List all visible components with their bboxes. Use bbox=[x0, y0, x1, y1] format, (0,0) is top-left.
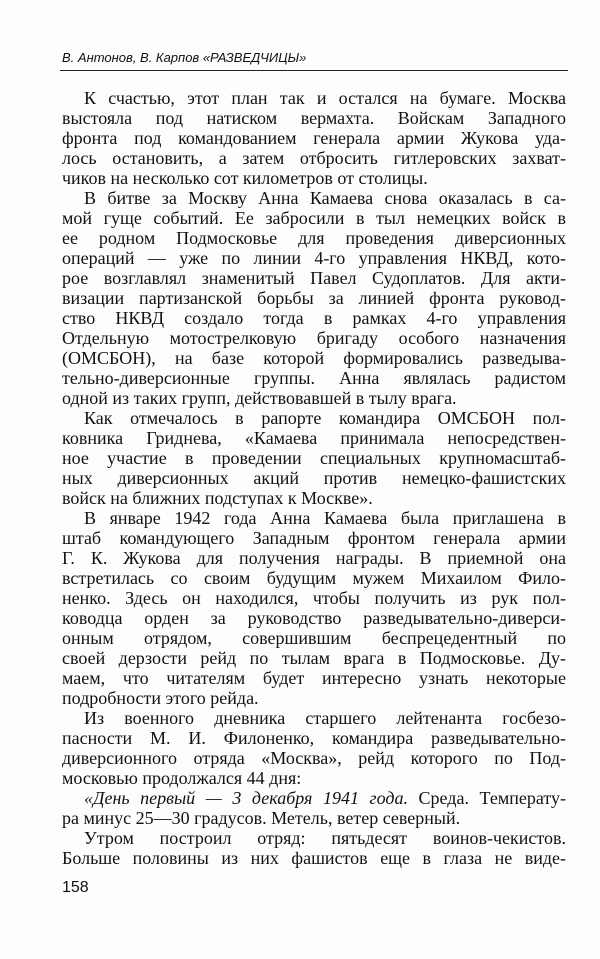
line-text: штаб командующего Западным фронтом генерала армии bbox=[62, 528, 566, 548]
line-text: ство НКВД создало тогда в рамках 4-го управления bbox=[62, 308, 566, 328]
line-text: визации партизанской борьбы за линией фронта руковод- bbox=[62, 288, 566, 308]
text-line bbox=[62, 88, 566, 108]
text-line bbox=[62, 188, 566, 208]
text-line bbox=[62, 168, 566, 188]
line-text: (ОМСБОН), на базе которой формировались разведыва- bbox=[62, 348, 566, 368]
line-text: встретилась со своим будущим мужем Михаилом Фило- bbox=[62, 568, 566, 588]
text-line bbox=[62, 488, 566, 508]
line-text: ра минус 25—30 градусов. Метель, ветер северный. bbox=[62, 808, 461, 828]
line-text: ее родном Подмосковье для проведения диверсионных bbox=[62, 228, 566, 248]
text-line bbox=[62, 388, 566, 408]
text-line bbox=[62, 368, 566, 388]
line-text: онным отрядом, совершившим беспрецедентный по bbox=[62, 628, 566, 648]
line-text: пасности М. И. Филоненко, командира разведывательно- bbox=[62, 728, 566, 748]
text-line bbox=[62, 288, 566, 308]
text-line bbox=[62, 728, 566, 748]
text-line bbox=[62, 408, 566, 428]
line-text: ное участие в проведении специальных крупномасштаб- bbox=[62, 448, 566, 468]
text-line bbox=[62, 208, 566, 228]
line-text: одной из таких групп, действовавшей в тылу врага. bbox=[62, 388, 457, 408]
line-text: ководца орден за руководство разведывательно-диверси- bbox=[62, 608, 566, 628]
line-text: мой гуще событий. Ее забросили в тыл немецких войск в bbox=[62, 208, 566, 228]
text-line bbox=[62, 588, 566, 608]
text-line bbox=[62, 648, 566, 668]
line-text: ковника Гриднева, «Камаева принимала непосредствен- bbox=[62, 428, 566, 448]
line-text: Г. К. Жукова для получения награды. В приемной она bbox=[62, 548, 566, 568]
line-text: московью продолжался 44 дня: bbox=[62, 768, 302, 788]
line-text: операций — уже по линии 4-го управления НКВД, кото- bbox=[62, 248, 566, 268]
text-line bbox=[62, 108, 566, 128]
text-line bbox=[62, 528, 566, 548]
line-text: войск на ближних подступах к Москве». bbox=[62, 488, 373, 508]
line-text: фронта под командованием генерала армии Жукова уда- bbox=[62, 128, 566, 148]
line-text: Утром построил отряд: пятьдесят воинов-чекистов. bbox=[84, 828, 566, 848]
text-line bbox=[62, 688, 566, 708]
text-line bbox=[62, 788, 566, 808]
line-text: рое возглавлял знаменитый Павел Судоплатов. Для акти- bbox=[62, 268, 566, 288]
text-line bbox=[62, 668, 566, 688]
text-line bbox=[62, 708, 566, 728]
line-text: чиков на несколько сот километров от столицы. bbox=[62, 168, 428, 188]
line-text: лось остановить, а затем отбросить гитлеровских захват- bbox=[62, 148, 566, 168]
text-line bbox=[62, 748, 566, 768]
running-header: В. Антонов, В. Карпов «РАЗВЕДЧИЦЫ» bbox=[62, 50, 307, 65]
text-line bbox=[62, 328, 566, 348]
line-text: Больше половины из них фашистов еще в глаза не виде- bbox=[62, 848, 566, 868]
line-text: выстояла под натиском вермахта. Войскам Западного bbox=[62, 108, 566, 128]
page-number: 158 bbox=[62, 879, 89, 896]
line-text: диверсионного отряда «Москва», рейд которого по Под- bbox=[62, 748, 566, 768]
text-line bbox=[62, 448, 566, 468]
text-line bbox=[62, 228, 566, 248]
line-text: тельно-диверсионные группы. Анна являлась радистом bbox=[62, 368, 566, 388]
line-text: В январе 1942 года Анна Камаева была приглашена в bbox=[84, 508, 566, 528]
text-line bbox=[62, 268, 566, 288]
text-line bbox=[62, 148, 566, 168]
line-text: маем, что читателям будет интересно узнать некоторые bbox=[62, 668, 566, 688]
text-line bbox=[62, 568, 566, 588]
line-text: В битве за Москву Анна Камаева снова оказалась в са- bbox=[84, 188, 566, 208]
line-text: Как отмечалось в рапорте командира ОМСБОН пол- bbox=[84, 408, 566, 428]
header-rule bbox=[60, 70, 568, 71]
text-line bbox=[62, 808, 566, 828]
text-line bbox=[62, 828, 566, 848]
text-line bbox=[62, 248, 566, 268]
text-line bbox=[62, 628, 566, 648]
line-text: ных диверсионных акций против немецко-фашистских bbox=[62, 468, 566, 488]
text-line bbox=[62, 508, 566, 528]
line-text: подробности этого рейда. bbox=[62, 688, 259, 708]
line-text: К счастью, этот план так и остался на бумаге. Москва bbox=[84, 88, 566, 108]
text-line bbox=[62, 768, 566, 788]
diary-date-italic: «День первый — 3 декабря 1941 года. bbox=[84, 788, 408, 808]
line-text: Из военного дневника старшего лейтенанта госбезо- bbox=[84, 708, 566, 728]
line-text: Среда. Температу- bbox=[407, 788, 566, 808]
text-line bbox=[62, 348, 566, 368]
body-text bbox=[62, 88, 566, 868]
text-line bbox=[62, 428, 566, 448]
text-line bbox=[62, 548, 566, 568]
line-text: Отдельную мотострелковую бригаду особого назначения bbox=[62, 328, 566, 348]
text-line bbox=[62, 308, 566, 328]
text-line bbox=[62, 468, 566, 488]
text-line bbox=[62, 608, 566, 628]
line-text: своей дерзости рейд по тылам врага в Подмосковье. Ду- bbox=[62, 648, 566, 668]
line-text: ненко. Здесь он находился, чтобы получить из рук пол- bbox=[62, 588, 566, 608]
text-line bbox=[62, 848, 566, 868]
text-line bbox=[62, 128, 566, 148]
